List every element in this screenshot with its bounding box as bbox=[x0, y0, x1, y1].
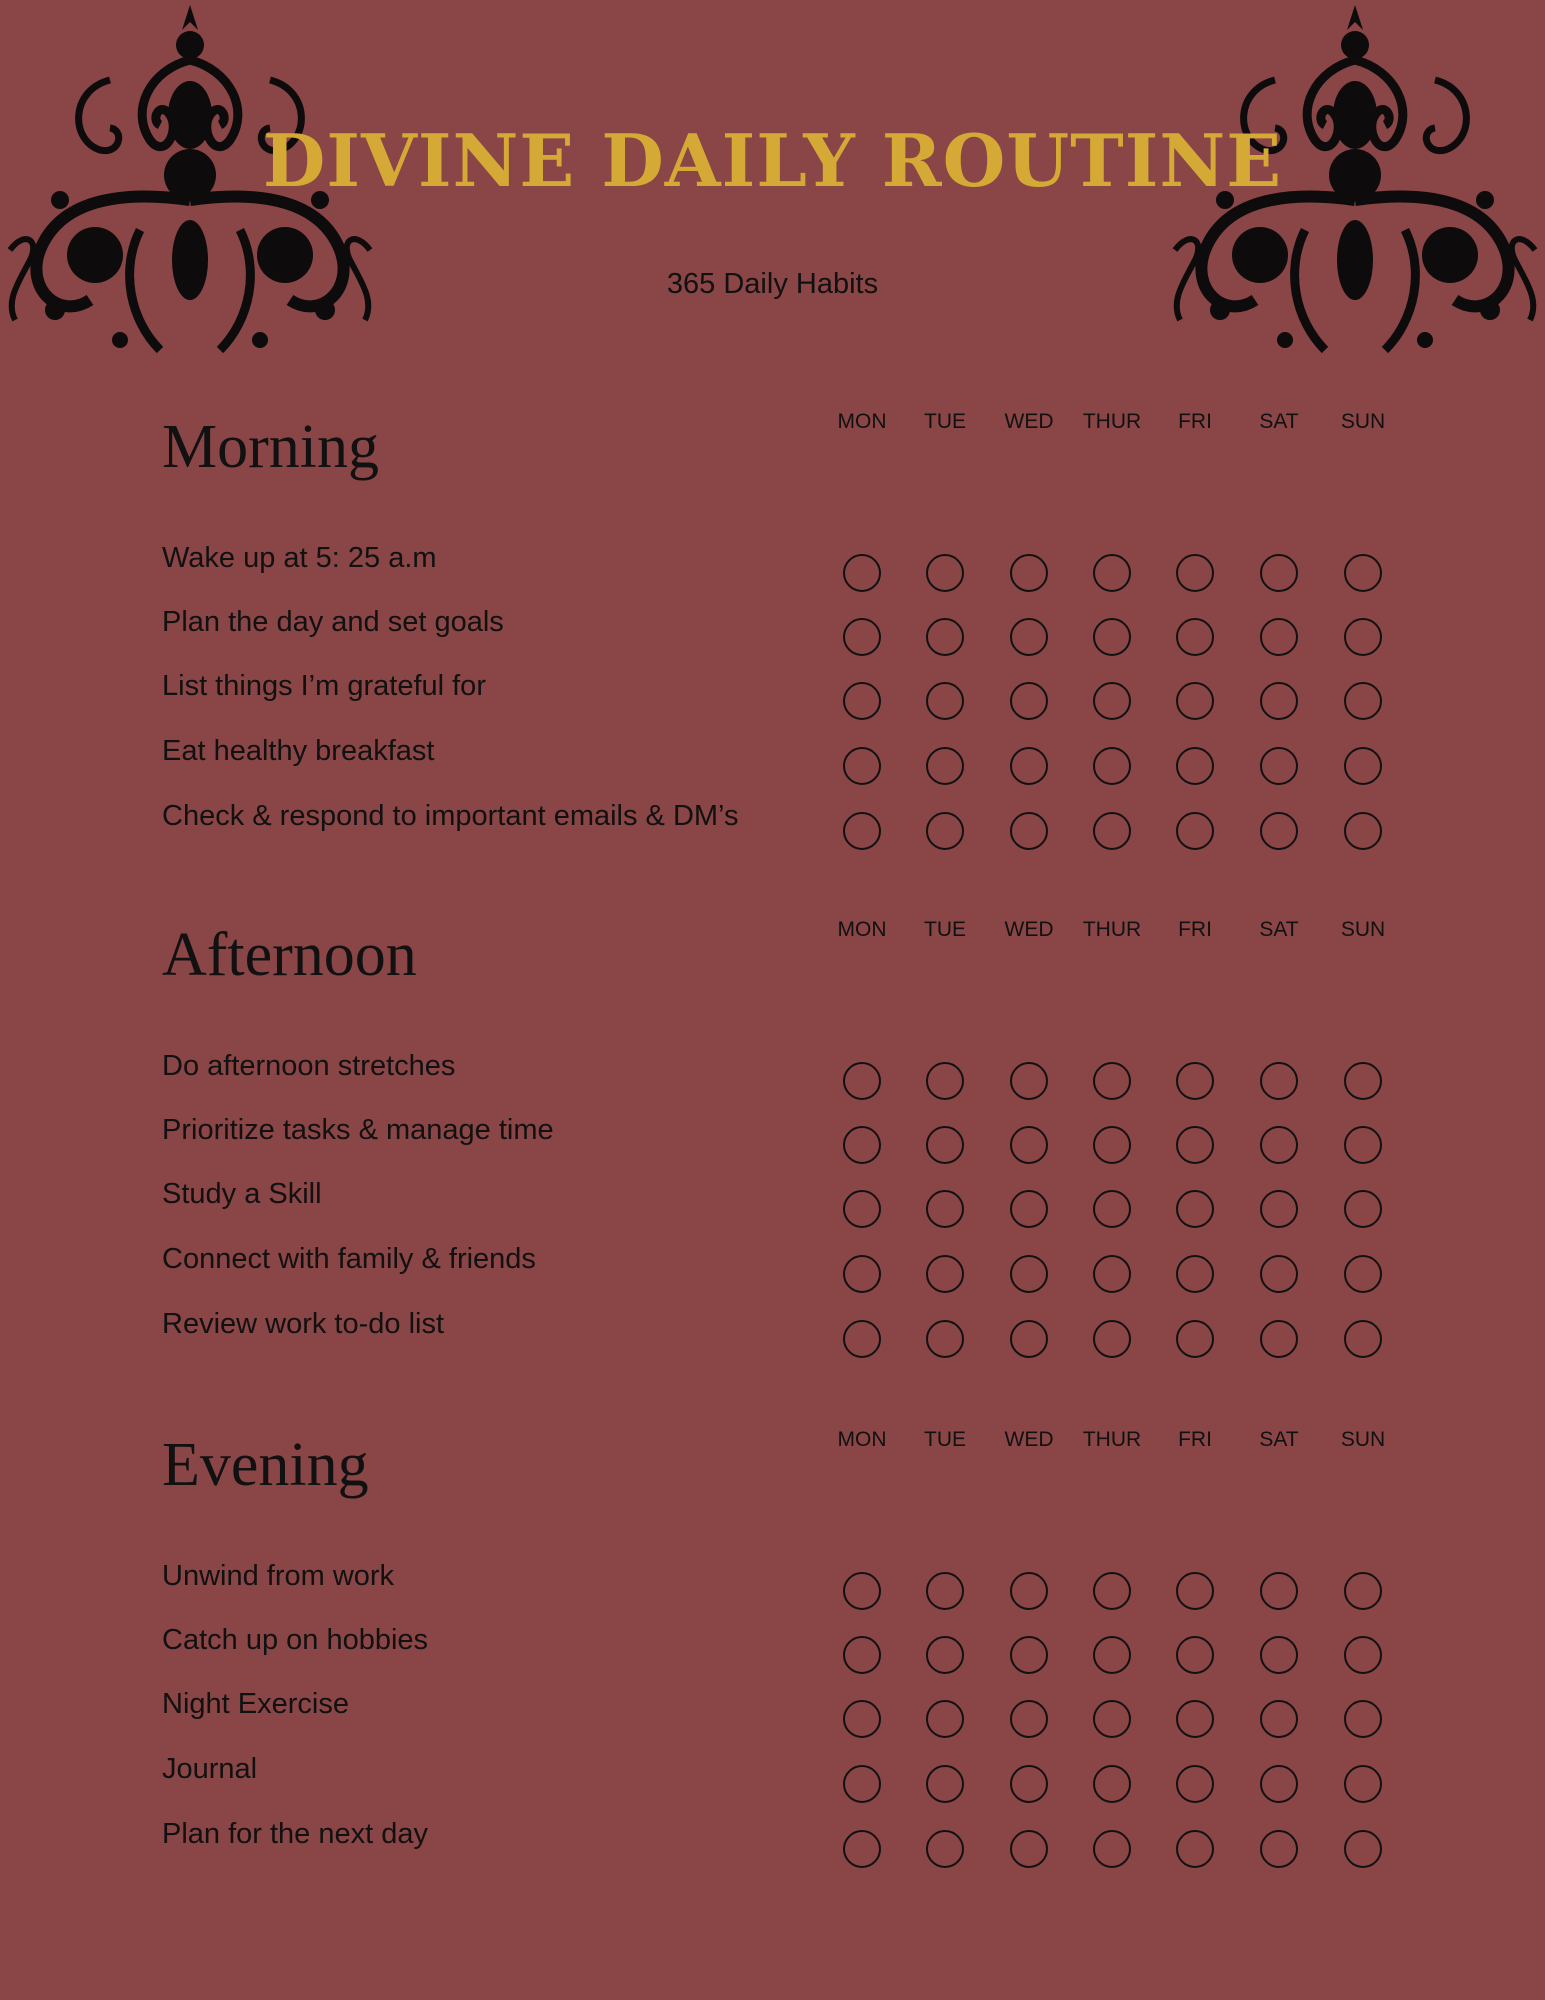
habit-checkbox-sun[interactable] bbox=[1344, 1320, 1382, 1358]
habit-checkbox-sun[interactable] bbox=[1344, 812, 1382, 850]
habit-checkbox-tue[interactable] bbox=[926, 1190, 964, 1228]
day-header-tue: TUE bbox=[924, 1428, 966, 1451]
habit-checkbox-wed[interactable] bbox=[1010, 1190, 1048, 1228]
habit-checkbox-sat[interactable] bbox=[1260, 682, 1298, 720]
habit-checkbox-tue[interactable] bbox=[926, 1126, 964, 1164]
habit-checkbox-mon[interactable] bbox=[843, 1126, 881, 1164]
habit-checkbox-tue[interactable] bbox=[926, 1636, 964, 1674]
habit-checkbox-thur[interactable] bbox=[1093, 554, 1131, 592]
habit-checkbox-mon[interactable] bbox=[843, 554, 881, 592]
habit-checkbox-fri[interactable] bbox=[1176, 1320, 1214, 1358]
day-header-fri: FRI bbox=[1178, 1428, 1212, 1451]
habit-checkbox-sun[interactable] bbox=[1344, 1765, 1382, 1803]
habit-checkbox-mon[interactable] bbox=[843, 618, 881, 656]
habit-checkbox-mon[interactable] bbox=[843, 1700, 881, 1738]
day-header-mon: MON bbox=[837, 410, 887, 433]
day-header-mon: MON bbox=[837, 918, 887, 941]
habit-checkbox-tue[interactable] bbox=[926, 618, 964, 656]
habit-checkbox-wed[interactable] bbox=[1010, 554, 1048, 592]
habit-checkbox-sun[interactable] bbox=[1344, 682, 1382, 720]
habit-checkbox-tue[interactable] bbox=[926, 1255, 964, 1293]
habit-checkbox-tue[interactable] bbox=[926, 1062, 964, 1100]
habit-checkbox-tue[interactable] bbox=[926, 554, 964, 592]
habit-checkbox-sat[interactable] bbox=[1260, 1255, 1298, 1293]
habit-checkbox-mon[interactable] bbox=[843, 747, 881, 785]
habit-checkbox-fri[interactable] bbox=[1176, 1636, 1214, 1674]
day-header-thur: THUR bbox=[1082, 1428, 1142, 1451]
habit-label: Do afternoon stretches bbox=[162, 1050, 456, 1082]
day-header-sat: SAT bbox=[1259, 1428, 1299, 1451]
habit-checkbox-sun[interactable] bbox=[1344, 1700, 1382, 1738]
day-header-tue: TUE bbox=[924, 410, 966, 433]
habit-label: Prioritize tasks & manage time bbox=[162, 1114, 554, 1146]
habit-checkbox-tue[interactable] bbox=[926, 812, 964, 850]
habit-label: Night Exercise bbox=[162, 1688, 349, 1720]
habit-label: Unwind from work bbox=[162, 1560, 395, 1592]
habit-checkbox-tue[interactable] bbox=[926, 682, 964, 720]
habit-checkbox-wed[interactable] bbox=[1010, 1636, 1048, 1674]
habit-label: Wake up at 5: 25 a.m bbox=[162, 542, 437, 574]
habit-checkbox-sat[interactable] bbox=[1260, 1572, 1298, 1610]
habit-label: Catch up on hobbies bbox=[162, 1624, 429, 1656]
habit-checkbox-mon[interactable] bbox=[843, 1062, 881, 1100]
habit-checkbox-thur[interactable] bbox=[1093, 1062, 1131, 1100]
habit-checkbox-fri[interactable] bbox=[1176, 1062, 1214, 1100]
habit-label: Journal bbox=[162, 1753, 258, 1785]
day-header-sat: SAT bbox=[1259, 918, 1299, 941]
habit-checkbox-wed[interactable] bbox=[1010, 1320, 1048, 1358]
page-title: DIVINE DAILY ROUTINE bbox=[262, 118, 1283, 203]
day-header-sun: SUN bbox=[1340, 410, 1386, 433]
habit-checkbox-sat[interactable] bbox=[1260, 747, 1298, 785]
habit-checkbox-tue[interactable] bbox=[926, 1572, 964, 1610]
day-header-sun: SUN bbox=[1340, 1428, 1386, 1451]
habit-checkbox-sun[interactable] bbox=[1344, 1255, 1382, 1293]
habit-checkbox-thur[interactable] bbox=[1093, 1830, 1131, 1868]
habit-checkbox-wed[interactable] bbox=[1010, 747, 1048, 785]
habit-checkbox-wed[interactable] bbox=[1010, 1765, 1048, 1803]
habit-checkbox-thur[interactable] bbox=[1093, 682, 1131, 720]
habit-label: List things I’m grateful for bbox=[162, 670, 486, 702]
habit-checkbox-thur[interactable] bbox=[1093, 1126, 1131, 1164]
day-header-fri: FRI bbox=[1178, 410, 1212, 433]
habit-checkbox-sat[interactable] bbox=[1260, 1700, 1298, 1738]
habit-label: Study a Skill bbox=[162, 1178, 322, 1210]
habit-checkbox-thur[interactable] bbox=[1093, 1320, 1131, 1358]
habit-checkbox-mon[interactable] bbox=[843, 1255, 881, 1293]
habit-checkbox-fri[interactable] bbox=[1176, 812, 1214, 850]
habit-checkbox-sat[interactable] bbox=[1260, 1126, 1298, 1164]
habit-checkbox-sun[interactable] bbox=[1344, 1062, 1382, 1100]
habit-checkbox-sat[interactable] bbox=[1260, 554, 1298, 592]
section-title: Evening bbox=[162, 1431, 369, 1499]
day-header-tue: TUE bbox=[924, 918, 966, 941]
habit-checkbox-fri[interactable] bbox=[1176, 1126, 1214, 1164]
habit-label: Check & respond to important emails & DM’s bbox=[162, 800, 739, 832]
habit-checkbox-mon[interactable] bbox=[843, 812, 881, 850]
habit-checkbox-sun[interactable] bbox=[1344, 1830, 1382, 1868]
habit-checkbox-mon[interactable] bbox=[843, 1320, 881, 1358]
habit-checkbox-sun[interactable] bbox=[1344, 1636, 1382, 1674]
habit-checkbox-mon[interactable] bbox=[843, 1636, 881, 1674]
day-header-thur: THUR bbox=[1082, 918, 1142, 941]
habit-checkbox-sat[interactable] bbox=[1260, 812, 1298, 850]
habit-checkbox-fri[interactable] bbox=[1176, 1255, 1214, 1293]
habit-label: Review work to-do list bbox=[162, 1308, 445, 1340]
habit-checkbox-wed[interactable] bbox=[1010, 1830, 1048, 1868]
habit-checkbox-sun[interactable] bbox=[1344, 1190, 1382, 1228]
habit-checkbox-mon[interactable] bbox=[843, 1190, 881, 1228]
habit-label: Plan the day and set goals bbox=[162, 606, 504, 638]
habit-checkbox-thur[interactable] bbox=[1093, 1700, 1131, 1738]
day-header-wed: WED bbox=[1004, 410, 1054, 433]
habit-checkbox-mon[interactable] bbox=[843, 1572, 881, 1610]
habit-checkbox-tue[interactable] bbox=[926, 1320, 964, 1358]
day-header-sat: SAT bbox=[1259, 410, 1299, 433]
habit-checkbox-thur[interactable] bbox=[1093, 747, 1131, 785]
habit-checkbox-thur[interactable] bbox=[1093, 1255, 1131, 1293]
habit-label: Connect with family & friends bbox=[162, 1243, 536, 1275]
section-title: Morning bbox=[162, 413, 379, 481]
habit-checkbox-tue[interactable] bbox=[926, 747, 964, 785]
habit-checkbox-fri[interactable] bbox=[1176, 682, 1214, 720]
habit-checkbox-sat[interactable] bbox=[1260, 1636, 1298, 1674]
habit-checkbox-sat[interactable] bbox=[1260, 1320, 1298, 1358]
habit-checkbox-sat[interactable] bbox=[1260, 1765, 1298, 1803]
day-header-thur: THUR bbox=[1082, 410, 1142, 433]
habit-checkbox-fri[interactable] bbox=[1176, 1700, 1214, 1738]
habit-checkbox-wed[interactable] bbox=[1010, 1700, 1048, 1738]
habit-checkbox-mon[interactable] bbox=[843, 1765, 881, 1803]
habit-checkbox-wed[interactable] bbox=[1010, 618, 1048, 656]
habit-checkbox-fri[interactable] bbox=[1176, 747, 1214, 785]
habit-checkbox-sun[interactable] bbox=[1344, 554, 1382, 592]
day-header-wed: WED bbox=[1004, 918, 1054, 941]
habit-checkbox-fri[interactable] bbox=[1176, 618, 1214, 656]
habit-checkbox-wed[interactable] bbox=[1010, 1062, 1048, 1100]
habit-checkbox-thur[interactable] bbox=[1093, 1190, 1131, 1228]
habit-checkbox-wed[interactable] bbox=[1010, 1255, 1048, 1293]
habit-checkbox-tue[interactable] bbox=[926, 1765, 964, 1803]
habit-checkbox-thur[interactable] bbox=[1093, 1572, 1131, 1610]
habit-checkbox-sat[interactable] bbox=[1260, 1190, 1298, 1228]
habit-checkbox-fri[interactable] bbox=[1176, 1572, 1214, 1610]
habit-checkbox-tue[interactable] bbox=[926, 1700, 964, 1738]
habit-checkbox-wed[interactable] bbox=[1010, 1126, 1048, 1164]
habit-checkbox-sat[interactable] bbox=[1260, 1062, 1298, 1100]
habit-label: Plan for the next day bbox=[162, 1818, 428, 1850]
habit-checkbox-fri[interactable] bbox=[1176, 1765, 1214, 1803]
section-title: Afternoon bbox=[162, 921, 417, 989]
day-header-fri: FRI bbox=[1178, 918, 1212, 941]
habit-checkbox-wed[interactable] bbox=[1010, 1572, 1048, 1610]
day-header-mon: MON bbox=[837, 1428, 887, 1451]
habit-checkbox-wed[interactable] bbox=[1010, 682, 1048, 720]
habit-checkbox-sun[interactable] bbox=[1344, 618, 1382, 656]
habit-checkbox-mon[interactable] bbox=[843, 1830, 881, 1868]
habit-checkbox-sun[interactable] bbox=[1344, 747, 1382, 785]
habit-checkbox-thur[interactable] bbox=[1093, 812, 1131, 850]
habit-checkbox-tue[interactable] bbox=[926, 1830, 964, 1868]
habit-checkbox-wed[interactable] bbox=[1010, 812, 1048, 850]
habit-checkbox-thur[interactable] bbox=[1093, 1636, 1131, 1674]
habit-checkbox-fri[interactable] bbox=[1176, 554, 1214, 592]
habit-checkbox-thur[interactable] bbox=[1093, 618, 1131, 656]
page-subtitle: 365 Daily Habits bbox=[666, 268, 879, 300]
habit-checkbox-sat[interactable] bbox=[1260, 1830, 1298, 1868]
habit-label: Eat healthy breakfast bbox=[162, 735, 435, 767]
habit-checkbox-fri[interactable] bbox=[1176, 1190, 1214, 1228]
habit-checkbox-mon[interactable] bbox=[843, 682, 881, 720]
day-header-sun: SUN bbox=[1340, 918, 1386, 941]
habit-checkbox-sat[interactable] bbox=[1260, 618, 1298, 656]
day-header-wed: WED bbox=[1004, 1428, 1054, 1451]
habit-checkbox-thur[interactable] bbox=[1093, 1765, 1131, 1803]
habit-checkbox-sun[interactable] bbox=[1344, 1572, 1382, 1610]
habit-checkbox-fri[interactable] bbox=[1176, 1830, 1214, 1868]
habit-checkbox-sun[interactable] bbox=[1344, 1126, 1382, 1164]
